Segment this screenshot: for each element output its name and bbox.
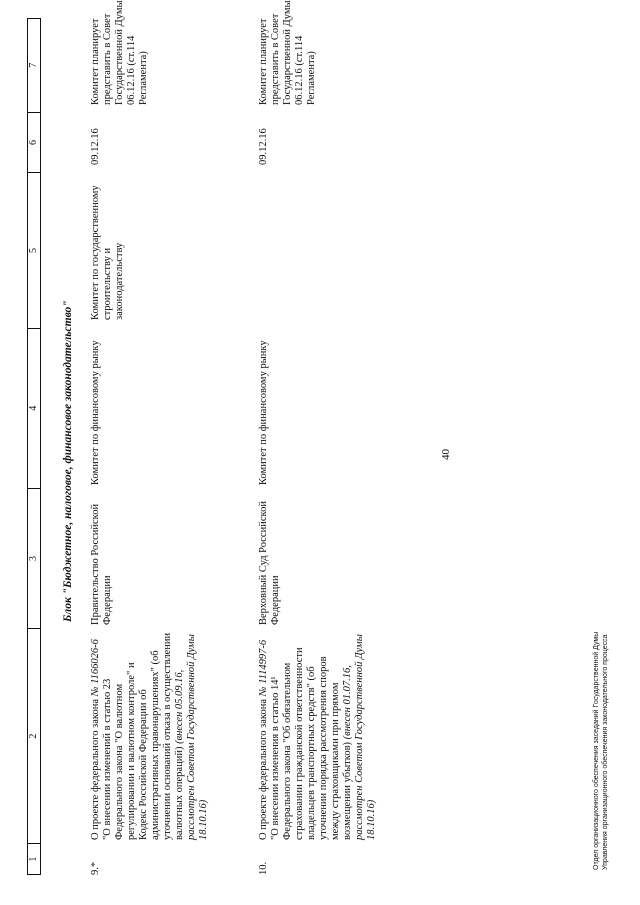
footer [592, 632, 610, 870]
column-header: 3 [28, 488, 40, 628]
block-title: Блок "Бюджетное, налоговое, финансовое законодательство" [62, 300, 74, 622]
bill-description [90, 630, 210, 840]
bill-intro: О проекте федерального закона [258, 696, 269, 840]
column-header: 6 [28, 112, 40, 173]
deadline-date: 09.12.16 [90, 128, 101, 165]
bill-number: № 1166026-6 [90, 639, 101, 697]
column-header: 5 [28, 172, 40, 327]
deadline-date: 09.12.16 [258, 128, 269, 165]
initiator: Верховный Суд Российской Федерации [258, 501, 281, 625]
remark: Комитет планирует представить в Совет Государственной Думы 06.12.16 (ст.114 Регламента) [90, 0, 149, 105]
row-number: 10. [258, 861, 269, 875]
column-header: 7 [28, 62, 39, 68]
responsible-committee: Комитет по финансовому рынку [90, 340, 101, 485]
table-row [258, 0, 418, 875]
remark: Комитет планирует представить в Совет Государственной Думы 06.12.16 (ст.114 Регламента) [258, 0, 317, 105]
footer-line: Отдел организационного обеспечения заседаний Государственной Думы [593, 631, 600, 870]
column-header: 2 [28, 628, 40, 843]
bill-text: "О внесении изменений в статью 23 Федерального закона "О валютном регулировании и валютном контроле" и Кодекс Российской Федерации об административных правонарушениях" (об уточнении оснований отказа в осуществлении валютных операций) [102, 632, 185, 840]
bill-description [258, 630, 378, 840]
bill-text: "О внесении изменения в статью 14¹ Федерального закона "Об обязательном страховании гражданской ответственности владельцев транспортных средств" (об уточнении порядка рассмотрения споров между страховщиками при прямом возмещении убытков) [270, 647, 353, 840]
bill-status-note: (внесен 05.09.16, рассмотрен Советом Государственной Думы 18.10.16) [174, 634, 209, 840]
row-number: 9.* [90, 861, 101, 875]
column-header: 4 [28, 328, 40, 488]
bill-intro: О проекте федерального закона [90, 696, 101, 840]
responsible-committee: Комитет по финансовому рынку [258, 340, 269, 485]
initiator: Правительство Российской Федерации [90, 503, 113, 625]
page-number: 40 [440, 449, 452, 460]
table-row [90, 0, 250, 875]
bill-number: № 1114997-6 [258, 639, 269, 697]
co-executor: Комитет по государственному строительству и законодательству [90, 185, 125, 320]
bill-status-note: (внесен 01.07.16, рассмотрен Советом Государственной Думы 18.10.16) [342, 634, 377, 840]
column-header-row [27, 18, 41, 875]
footer-line: Управления организационного обеспечения законодательного процесса [602, 634, 609, 870]
column-header: 1 [28, 843, 40, 874]
